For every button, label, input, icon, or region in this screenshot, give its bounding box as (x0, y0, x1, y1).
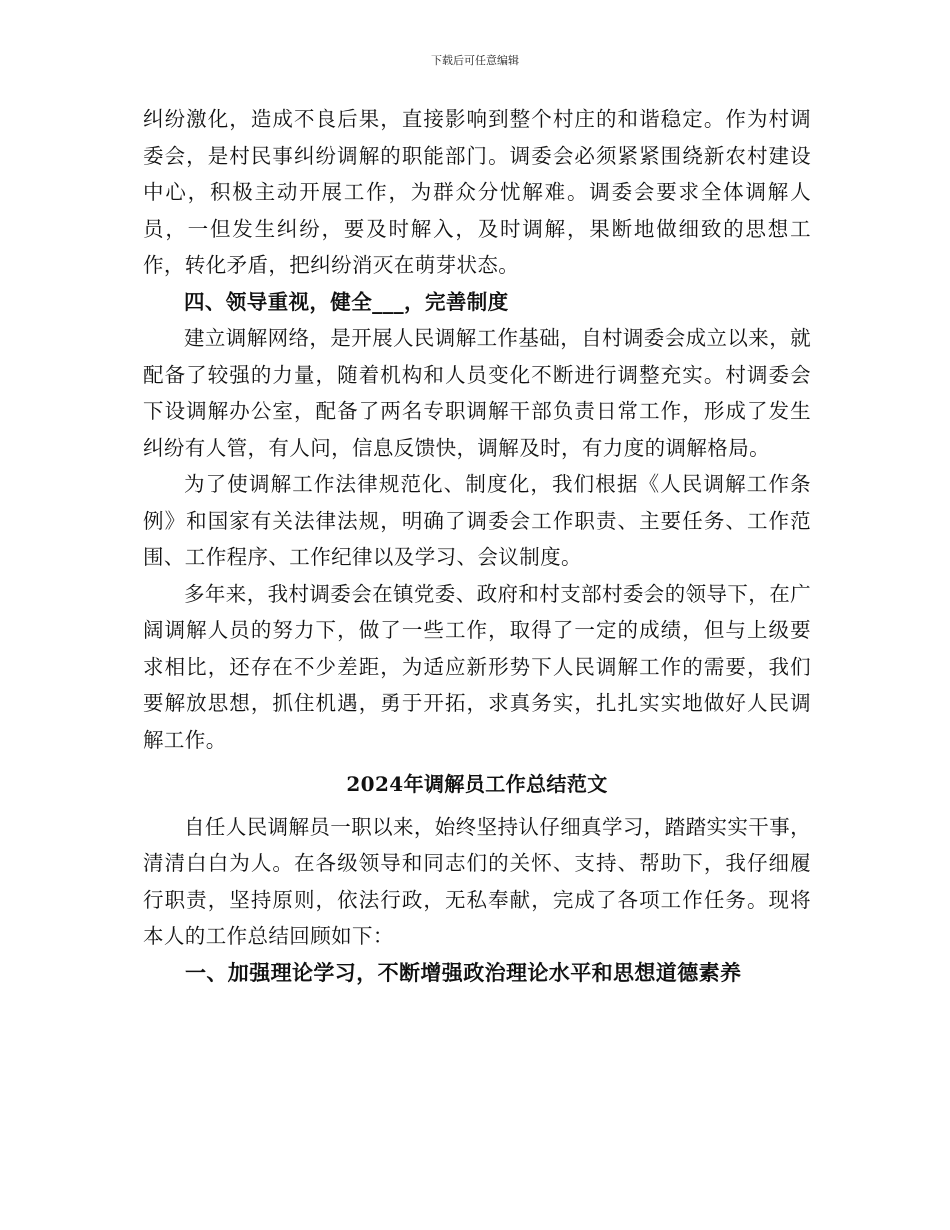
section-heading-one: 一、加强理论学习，不断增强政治理论水平和思想道德素养 (185, 959, 742, 985)
page-header-note: 下载后可任意编辑 (431, 54, 519, 67)
paragraph-regulations: 为了使调解工作法律规范化、制度化，我们根据《人民调解工作条例》和国家有关法律法规，明确了调委会工作职责、主要任务、工作范围、工作程序、工作纪律以及学习、会议制度。 (143, 472, 811, 569)
paragraph-summary: 多年来，我村调委会在镇党委、政府和村支部村委会的领导下，在广阔调解人员的努力下，做了一些工作，取得了一定的成绩，但与上级要求相比，还存在不少差距，为适应新形势下人民调解工作的需要，我们要解放思想，抓住机遇，勇于开拓，求真务实，扎扎实实地做好人民调解工作。 (143, 581, 811, 752)
paragraph-continuation: 纠纷激化，造成不良后果，直接影响到整个村庄的和谐稳定。作为村调委会，是村民事纠纷调解的职能部门。调委会必须紧紧围绕新农村建设中心，积极主动开展工作，为群众分忧解难。调委会要求全体调解人员，一但发生纠纷，要及时解入，及时调解，果断地做细致的思想工作，转化矛盾，把纠纷消灭在萌芽状态。 (143, 107, 811, 277)
paragraph-introduction: 自任人民调解员一职以来，始终坚持认仔细真学习，踏踏实实干事，清清白白为人。在各级领导和同志们的关怀、支持、帮助下，我仔细履行职责，坚持原则，依法行政，无私奉献，完成了各项工作任务。现将本人的工作总结回顾如下： (143, 814, 811, 948)
document-body (143, 101, 811, 991)
paragraph-mediation-network: 建立调解网络，是开展人民调解工作基础，自村调委会成立以来，就配备了较强的力量，随着机构和人员变化不断进行调整充实。村调委会下设调解办公室，配备了两名专职调解干部负责日常工作，形成了发生纠纷有人管，有人问，信息反馈快，调解及时，有力度的调解格局。 (143, 326, 811, 460)
document-title: 2024年调解员工作总结范文 (346, 772, 608, 796)
section-heading-four: 四、领导重视，健全___，完善制度 (184, 289, 509, 314)
